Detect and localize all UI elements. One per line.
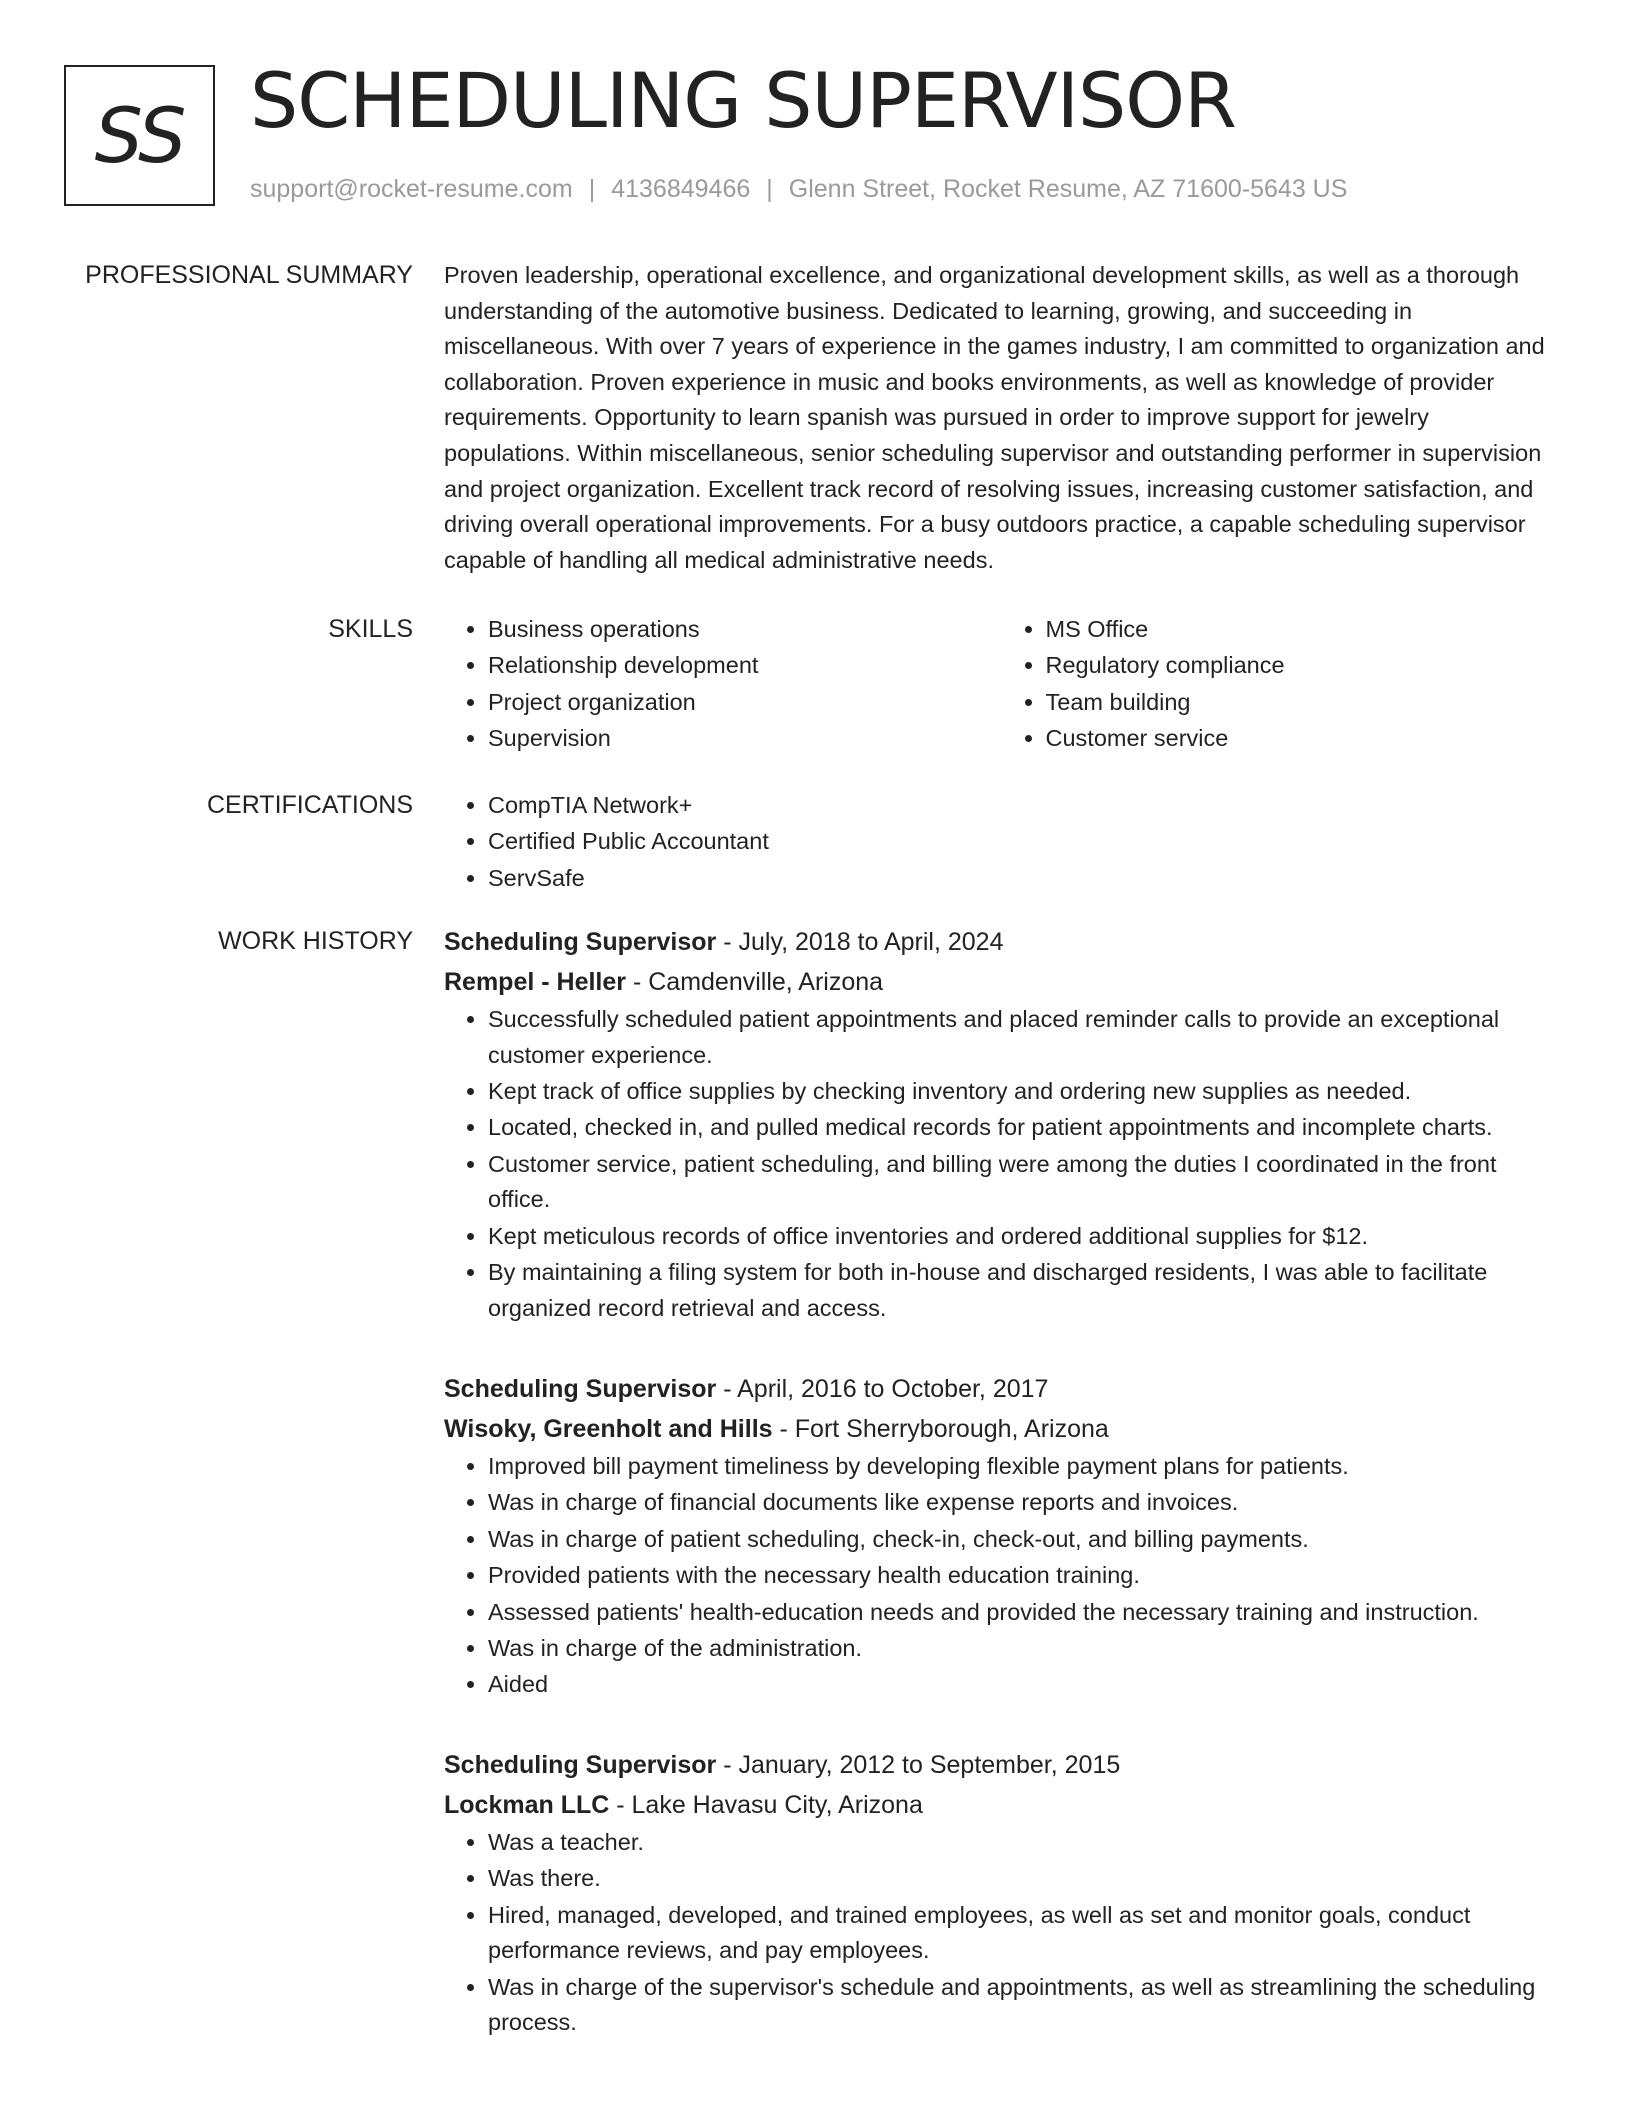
summary-text: Proven leadership, operational excellence, and organizational development skills, as well as a thorough understanding of the automotive business. Dedicated to learning, growing, and succeeding in miscellaneous. With over 7 years of experience in the games industry, I am committed to organization and collaboration. Proven experience in music and books environments, as well as knowledge of provider requirements. Opportunity to learn spanish was pursued in order to improve support for jewelry populations. Within miscellaneous, senior scheduling supervisor and outstanding performer in supervision and project organization. Excellent track record of resolving issues, increasing customer satisfaction, and driving overall operational improvements. For a busy outdoors practice, a capable scheduling supervisor capable of handling all medical administrative needs. bbox=[444, 262, 1545, 573]
monogram-box bbox=[64, 65, 215, 206]
resume-title: SCHEDULING SUPERVISOR bbox=[250, 56, 1236, 145]
skill-item: • Business operations bbox=[488, 612, 1002, 648]
job-duty: • Kept meticulous records of office inventories and ordered additional supplies for $12. bbox=[488, 1219, 1559, 1255]
contact-separator: | bbox=[766, 175, 773, 203]
job-duty: • Aided bbox=[488, 1667, 1559, 1703]
job-duty: • Was in charge of financial documents like expense reports and invoices. bbox=[488, 1485, 1559, 1521]
section-label-work-history: WORK HISTORY bbox=[218, 927, 413, 955]
certifications-list bbox=[444, 788, 1559, 896]
skill-item: • Team building bbox=[1046, 685, 1560, 721]
certification-item: • CompTIA Network+ bbox=[488, 788, 1559, 824]
job-company-line bbox=[444, 1409, 1559, 1449]
job-duty: • Assessed patients' health-education needs and provided the necessary training and instruction. bbox=[488, 1595, 1559, 1631]
skill-item: • Project organization bbox=[488, 685, 1002, 721]
contact-line bbox=[250, 172, 1347, 206]
job-location: - Fort Sherryborough, Arizona bbox=[772, 1415, 1109, 1443]
job-company-line bbox=[444, 1785, 1559, 1825]
job-title: Scheduling Supervisor bbox=[444, 928, 717, 956]
job-title-line bbox=[444, 922, 1559, 962]
job-title-line bbox=[444, 1745, 1559, 1785]
skills-grid bbox=[444, 612, 1559, 758]
contact-separator: | bbox=[588, 175, 596, 203]
job-dates: - July, 2018 to April, 2024 bbox=[716, 928, 1004, 956]
job-duty: • Kept track of office supplies by checking inventory and ordering new supplies as needed. bbox=[488, 1074, 1559, 1110]
skills-list-right bbox=[1002, 612, 1560, 758]
certification-item: • ServSafe bbox=[488, 861, 1559, 897]
job-title: Scheduling Supervisor bbox=[444, 1375, 717, 1403]
job-duty: • Located, checked in, and pulled medical records for patient appointments and incomplete charts. bbox=[488, 1110, 1559, 1146]
contact-address: Glenn Street, Rocket Resume, AZ 71600-5643 US bbox=[788, 175, 1348, 203]
job-duties-list bbox=[444, 1002, 1559, 1326]
job-duty: • By maintaining a filing system for both in-house and discharged residents, I was able to facilitate organized record retrieval and access. bbox=[488, 1255, 1559, 1326]
certification-item: • Certified Public Accountant bbox=[488, 824, 1559, 860]
section-label-certifications: CERTIFICATIONS bbox=[206, 791, 413, 819]
skill-item: • Customer service bbox=[1046, 721, 1560, 757]
job-duties-list bbox=[444, 1449, 1559, 1703]
skills-list-left bbox=[444, 612, 1002, 758]
job-duty: • Hired, managed, developed, and trained employees, as well as set and monitor goals, conduct performance reviews, and pay employees. bbox=[488, 1898, 1559, 1969]
job-duty: • Was in charge of patient scheduling, check-in, check-out, and billing payments. bbox=[488, 1522, 1559, 1558]
job-duty: • Was a teacher. bbox=[488, 1825, 1559, 1861]
job-location: - Camdenville, Arizona bbox=[626, 968, 884, 996]
skill-item: • Regulatory compliance bbox=[1046, 648, 1560, 684]
job-duty: • Was there. bbox=[488, 1861, 1559, 1897]
section-label-summary: PROFESSIONAL SUMMARY bbox=[85, 261, 413, 289]
job-duty: • Improved bill payment timeliness by developing flexible payment plans for patients. bbox=[488, 1449, 1559, 1485]
job-title: Scheduling Supervisor bbox=[444, 1751, 717, 1779]
job-duty: • Was in charge of the supervisor's schedule and appointments, as well as streamlining the scheduling process. bbox=[488, 1970, 1559, 2041]
job-duty: • Customer service, patient scheduling, and billing were among the duties I coordinated in the front office. bbox=[488, 1147, 1559, 1218]
job-dates: - April, 2016 to October, 2017 bbox=[716, 1375, 1049, 1403]
contact-email: support@rocket-resume.com bbox=[250, 175, 573, 203]
job-title-line bbox=[444, 1369, 1559, 1409]
skill-item: • Relationship development bbox=[488, 648, 1002, 684]
section-label-skills: SKILLS bbox=[328, 615, 413, 643]
job-duty: • Successfully scheduled patient appointments and placed reminder calls to provide an exceptional customer experience. bbox=[488, 1002, 1559, 1073]
job-dates: - January, 2012 to September, 2015 bbox=[716, 1751, 1121, 1779]
job-duty: • Provided patients with the necessary health education training. bbox=[488, 1558, 1559, 1594]
job-duty: • Was in charge of the administration. bbox=[488, 1631, 1559, 1667]
job-company: Rempel - Heller bbox=[444, 968, 627, 996]
job-company: Lockman LLC bbox=[444, 1791, 610, 1819]
certifications-body bbox=[444, 788, 1559, 897]
contact-phone: 4136849466 bbox=[611, 175, 751, 203]
job-location: - Lake Havasu City, Arizona bbox=[609, 1791, 923, 1819]
skill-item: • MS Office bbox=[1046, 612, 1560, 648]
job-company: Wisoky, Greenholt and Hills bbox=[444, 1415, 773, 1443]
skill-item: • Supervision bbox=[488, 721, 1002, 757]
job-company-line bbox=[444, 962, 1559, 1002]
job-duties-list bbox=[444, 1825, 1559, 2041]
monogram-initials: SS bbox=[94, 91, 185, 180]
